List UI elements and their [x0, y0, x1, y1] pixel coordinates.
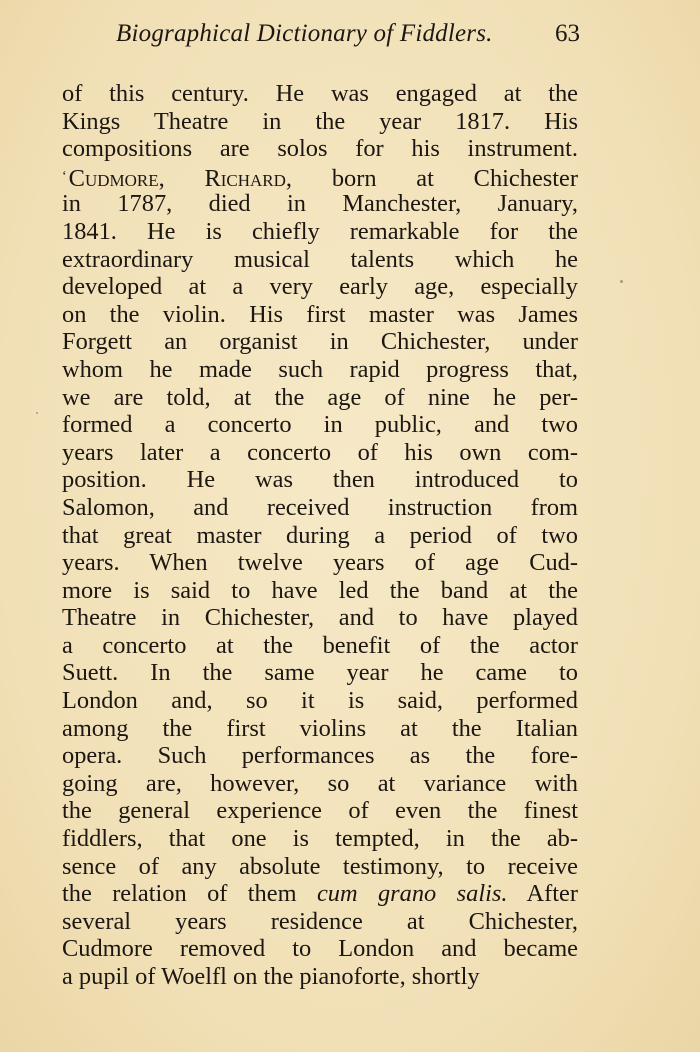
text-line: developed at a very early age, especially — [62, 273, 578, 301]
text-line: formed a concerto in public, and two — [62, 411, 578, 439]
text-line: Salomon, and received instruction from — [62, 493, 578, 521]
text-line: that great master during a period of two — [62, 521, 578, 549]
text-line: years. When twelve years of age Cud- — [62, 549, 578, 577]
entry-heading: Cudmore, Richard, — [68, 164, 293, 192]
running-title: Biographical Dictionary of Fiddlers. — [116, 20, 493, 47]
text-line: we are told, at the age of nine he per- — [62, 383, 578, 411]
text-fragment: the relation of them — [62, 880, 317, 908]
entry-mark: ‘ — [62, 168, 67, 184]
text-line: compositions are solos for his instrument. — [62, 135, 578, 163]
text-line: sence of any absolute testimony, to receive — [62, 852, 578, 880]
text-line: Cudmore removed to London and became — [62, 935, 578, 963]
text-line: going are, however, so at variance with — [62, 769, 578, 797]
text-line: of this century. He was engaged at the — [62, 80, 578, 107]
text-line: a concerto at the benefit of the actor — [62, 631, 578, 659]
text-line: among the first violins at the Italian — [62, 714, 578, 742]
text-line: London and, so it is said, performed — [62, 687, 578, 715]
text-line: whom he made such rapid progress that, — [62, 355, 578, 383]
text-line: 1841. He is chiefly remarkable for the — [62, 217, 578, 245]
text-line: in 1787, died in Manchester, January, — [62, 190, 578, 218]
text-line: opera. Such performances as the fore- — [62, 742, 578, 770]
running-head — [60, 20, 580, 56]
text-fragment: After — [507, 880, 578, 908]
text-line — [62, 163, 578, 191]
text-line: Kings Theatre in the year 1817. His — [62, 107, 578, 135]
text-line: position. He was then introduced to — [62, 466, 578, 494]
text-line: on the violin. His first master was James — [62, 300, 578, 328]
text-line: Theatre in Chichester, and to have played — [62, 604, 578, 632]
paper-speck — [36, 412, 38, 414]
paper-speck — [620, 280, 623, 283]
text-line: a pupil of Woelfl on the pianoforte, shortly — [62, 963, 480, 990]
entry-text: born at Chichester — [292, 164, 578, 192]
text-line: years later a concerto of his own com- — [62, 438, 578, 466]
text-line: Suett. In the same year he came to — [62, 659, 578, 687]
text-line — [62, 880, 578, 908]
page-number: 63 — [555, 20, 580, 47]
text-line: the general experience of even the finest — [62, 797, 578, 825]
body-text — [62, 80, 578, 991]
text-line: more is said to have led the band at the — [62, 576, 578, 604]
latin-phrase: cum grano salis. — [316, 880, 508, 908]
text-line: several years residence at Chichester, — [62, 907, 578, 935]
text-line: fiddlers, that one is tempted, in the ab- — [62, 825, 578, 853]
text-line: extraordinary musical talents which he — [62, 245, 578, 273]
text-line: Forgett an organist in Chichester, under — [62, 328, 578, 356]
